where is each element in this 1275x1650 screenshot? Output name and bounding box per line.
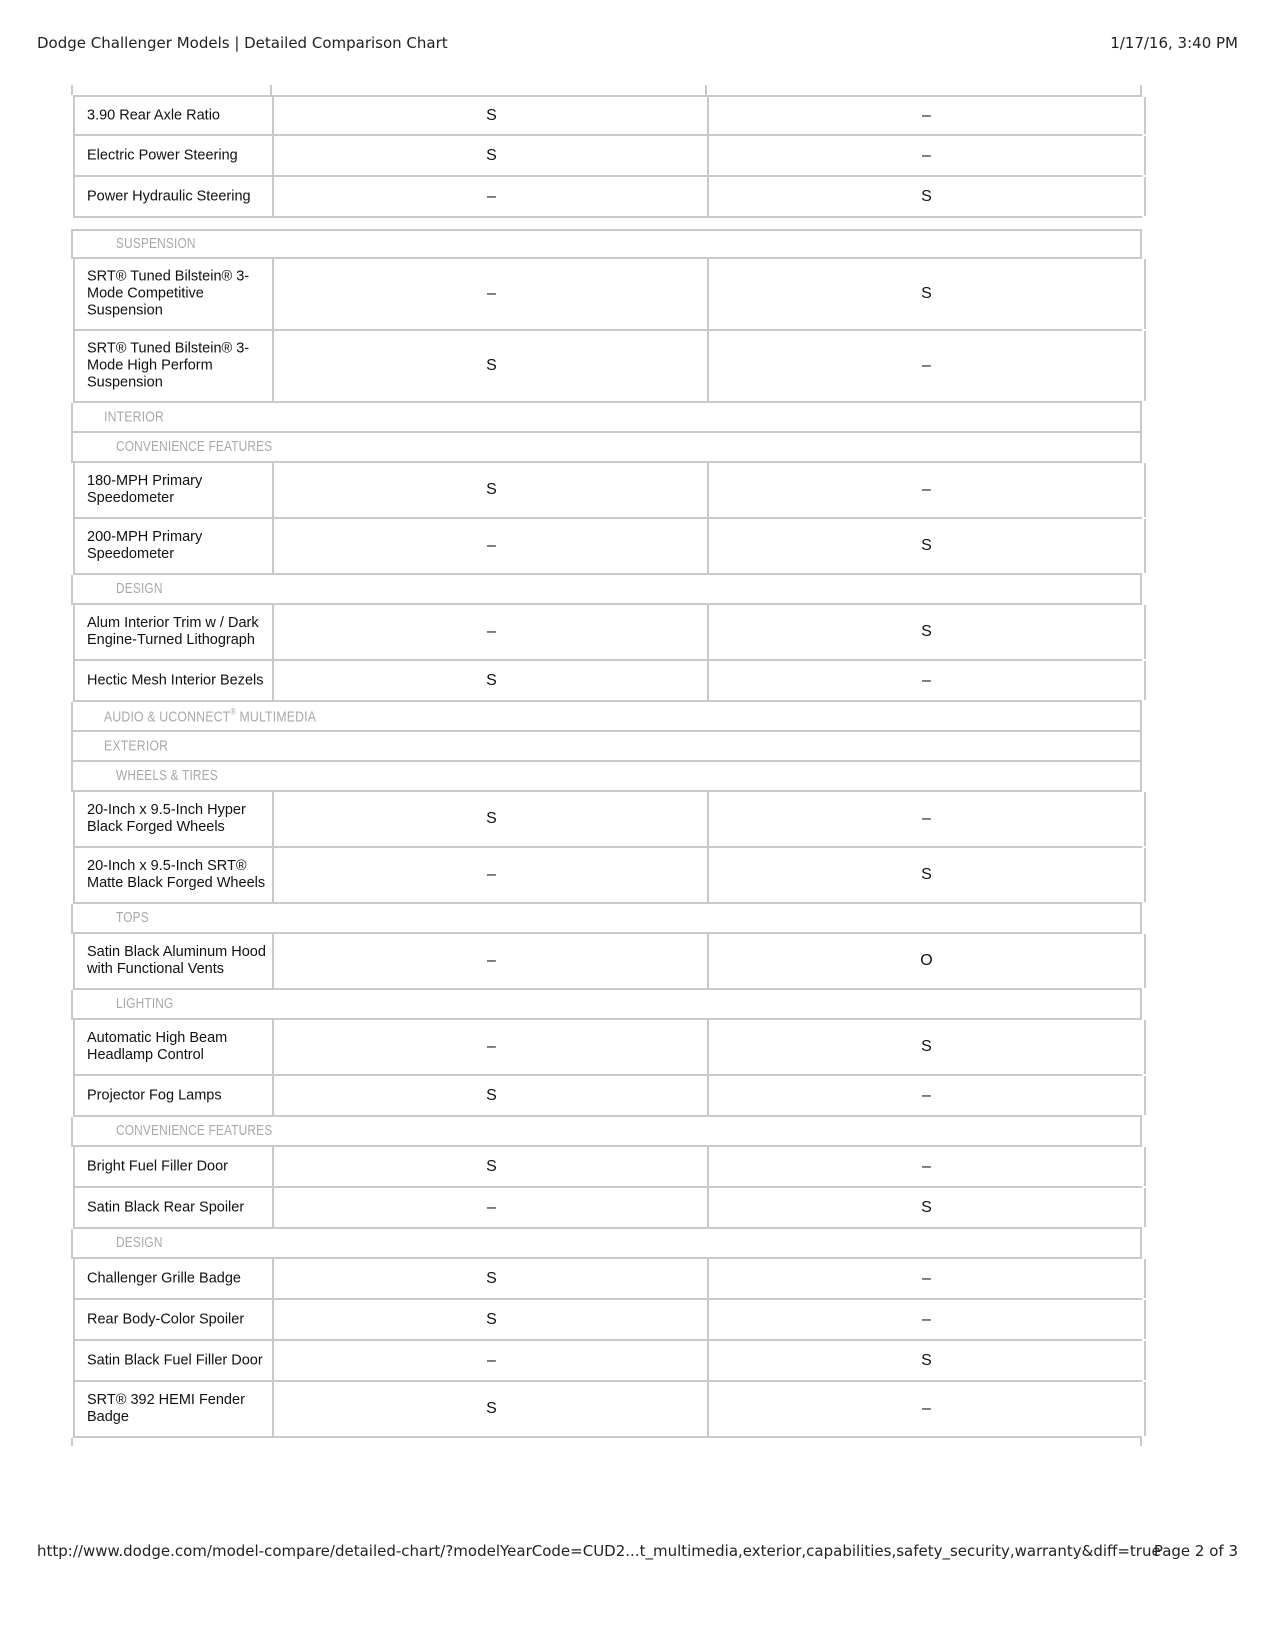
document-title: Dodge Challenger Models | Detailed Comparison Chart — [37, 34, 448, 52]
availability-value: S — [921, 1198, 932, 1216]
feature-name: Alum Interior Trim w / Dark Engine-Turned Lithograph — [87, 615, 259, 648]
availability-value: S — [486, 1310, 497, 1328]
model-2-cell — [707, 331, 1146, 401]
table-row — [73, 848, 1142, 904]
model-1-cell — [272, 1382, 709, 1436]
availability-value: – — [922, 1400, 931, 1417]
model-2-cell — [707, 1300, 1146, 1339]
section-title: AUDIO & UCONNECT® MULTIMEDIA — [104, 706, 317, 726]
availability-value: S — [486, 146, 497, 164]
model-1-cell — [272, 463, 709, 517]
table-row — [73, 136, 1142, 177]
feature-name: 180-MPH Primary Speedometer — [87, 473, 203, 506]
model-1-cell — [272, 661, 709, 700]
feature-name: Power Hydraulic Steering — [87, 188, 251, 204]
availability-value: – — [922, 146, 931, 164]
feature-name: Projector Fog Lamps — [87, 1087, 222, 1103]
model-2-cell — [707, 792, 1146, 846]
model-1-cell — [272, 792, 709, 846]
availability-value: – — [487, 1198, 496, 1216]
subsection-header — [71, 762, 1142, 792]
model-1-cell — [272, 177, 709, 216]
table-row — [73, 1147, 1142, 1188]
availability-value: – — [487, 952, 496, 969]
model-2-cell — [707, 177, 1146, 216]
subsection-title: WHEELS & TIRES — [116, 768, 218, 784]
subsection-title: CONVENIENCE FEATURES — [116, 439, 273, 455]
model-1-cell — [272, 1300, 709, 1339]
subsection-header — [71, 433, 1142, 463]
model-1-cell — [272, 1341, 709, 1380]
model-1-cell — [272, 1020, 709, 1074]
subsection-header — [71, 904, 1142, 934]
model-2-cell — [707, 463, 1146, 517]
model-1-cell — [272, 1259, 709, 1298]
availability-value: S — [486, 671, 497, 689]
subsection-title: LIGHTING — [116, 996, 174, 1012]
availability-value: – — [487, 285, 496, 302]
availability-value: – — [922, 1269, 931, 1287]
table-row — [73, 331, 1142, 403]
availability-value: S — [486, 357, 497, 374]
availability-value: – — [922, 671, 931, 689]
table-row — [73, 177, 1142, 218]
subsection-header — [71, 1117, 1142, 1147]
feature-name: Satin Black Fuel Filler Door — [87, 1352, 263, 1368]
availability-value: – — [922, 106, 931, 124]
section-title: EXTERIOR — [104, 737, 169, 755]
model-2-cell — [707, 1259, 1146, 1298]
feature-name: Hectic Mesh Interior Bezels — [87, 672, 264, 688]
availability-value: S — [486, 1269, 497, 1287]
table-row — [73, 1188, 1142, 1229]
availability-value: – — [922, 1086, 931, 1104]
availability-value: S — [486, 106, 497, 124]
feature-name: Electric Power Steering — [87, 147, 238, 163]
availability-value: S — [921, 537, 932, 554]
availability-value: S — [921, 1351, 932, 1369]
model-1-cell — [272, 1076, 709, 1115]
table-row — [73, 463, 1142, 519]
model-2-cell — [707, 605, 1146, 659]
model-1-cell — [272, 331, 709, 401]
subsection-header — [71, 575, 1142, 605]
model-1-cell — [272, 136, 709, 175]
table-border-continuation — [1140, 1438, 1142, 1446]
table-row — [73, 1076, 1142, 1117]
availability-value: S — [486, 810, 497, 827]
table-border-continuation — [705, 85, 707, 95]
table-row — [73, 95, 1142, 136]
table-row — [73, 1382, 1142, 1438]
availability-value: – — [487, 866, 496, 883]
model-2-cell — [707, 1341, 1146, 1380]
feature-name: Automatic High Beam Headlamp Control — [87, 1030, 228, 1063]
feature-name: Bright Fuel Filler Door — [87, 1158, 229, 1174]
model-2-cell — [707, 1020, 1146, 1074]
subsection-header — [71, 229, 1142, 259]
availability-value: S — [921, 866, 932, 883]
table-border-continuation — [1140, 85, 1142, 95]
availability-value: – — [487, 1351, 496, 1369]
availability-value: – — [487, 623, 496, 640]
availability-value: – — [487, 1038, 496, 1055]
table-row — [73, 1020, 1142, 1076]
model-1-cell — [272, 1188, 709, 1227]
model-2-cell — [707, 97, 1146, 134]
table-row — [73, 605, 1142, 661]
table-border-continuation — [71, 85, 73, 95]
model-1-cell — [272, 934, 709, 988]
table-row — [73, 792, 1142, 848]
feature-name: Challenger Grille Badge — [87, 1270, 241, 1286]
print-datetime: 1/17/16, 3:40 PM — [1110, 34, 1238, 52]
subsection-title: TOPS — [116, 910, 149, 926]
model-2-cell — [707, 519, 1146, 573]
availability-value: S — [921, 285, 932, 302]
model-2-cell — [707, 1188, 1146, 1227]
availability-value: S — [486, 1086, 497, 1104]
feature-name: 3.90 Rear Axle Ratio — [87, 107, 220, 123]
availability-value: S — [486, 1157, 497, 1175]
feature-name: SRT® Tuned Bilstein® 3-Mode High Perform Suspension — [87, 340, 250, 391]
feature-name: Satin Black Aluminum Hood with Functional Vents — [87, 944, 266, 977]
model-1-cell — [272, 97, 709, 134]
availability-value: – — [922, 1310, 931, 1328]
subsection-header — [71, 1229, 1142, 1259]
feature-name: Satin Black Rear Spoiler — [87, 1199, 245, 1215]
table-row — [73, 1341, 1142, 1382]
model-2-cell — [707, 1382, 1146, 1436]
availability-value: – — [487, 537, 496, 554]
model-1-cell — [272, 605, 709, 659]
section-header — [71, 732, 1142, 762]
table-row — [73, 1300, 1142, 1341]
subsection-title: SUSPENSION — [116, 236, 196, 252]
section-header — [71, 702, 1142, 732]
table-row — [73, 519, 1142, 575]
feature-name: SRT® Tuned Bilstein® 3-Mode Competitive Suspension — [87, 268, 250, 319]
availability-value: S — [921, 623, 932, 640]
subsection-header — [71, 990, 1142, 1020]
availability-value: O — [920, 952, 933, 969]
page-url[interactable]: http://www.dodge.com/model-compare/detailed-chart/?modelYearCode=CUD2...t_multimedia,exterior,capabilities,safety_security,warranty&diff=true — [37, 1542, 1161, 1560]
section-header — [71, 403, 1142, 433]
subsection-title: CONVENIENCE FEATURES — [116, 1123, 273, 1139]
model-2-cell — [707, 934, 1146, 988]
table-row — [73, 1259, 1142, 1300]
model-1-cell — [272, 259, 709, 329]
table-row — [73, 934, 1142, 990]
model-2-cell — [707, 1076, 1146, 1115]
availability-value: – — [922, 357, 931, 374]
feature-name: Rear Body-Color Spoiler — [87, 1311, 245, 1327]
availability-value: S — [486, 1400, 497, 1417]
table-border-continuation — [71, 1438, 73, 1446]
table-row — [73, 259, 1142, 331]
table-row — [73, 661, 1142, 702]
model-1-cell — [272, 1147, 709, 1186]
model-2-cell — [707, 848, 1146, 902]
availability-value: S — [486, 481, 497, 498]
section-title: INTERIOR — [104, 408, 165, 426]
model-2-cell — [707, 661, 1146, 700]
print-footer — [37, 1542, 1238, 1564]
page-number: Page 2 of 3 — [1153, 1542, 1238, 1560]
availability-value: – — [487, 187, 496, 205]
print-header — [37, 34, 1238, 56]
subsection-title: DESIGN — [116, 1235, 163, 1251]
subsection-title: DESIGN — [116, 581, 163, 597]
model-2-cell — [707, 136, 1146, 175]
availability-value: S — [921, 187, 932, 205]
availability-value: – — [922, 481, 931, 498]
model-2-cell — [707, 1147, 1146, 1186]
availability-value: – — [922, 810, 931, 827]
feature-name: 200-MPH Primary Speedometer — [87, 529, 203, 562]
availability-value: – — [922, 1157, 931, 1175]
feature-name: SRT® 392 HEMI Fender Badge — [87, 1392, 245, 1425]
model-1-cell — [272, 519, 709, 573]
model-1-cell — [272, 848, 709, 902]
feature-name: 20-Inch x 9.5-Inch SRT® Matte Black Forged Wheels — [87, 858, 266, 891]
feature-name: 20-Inch x 9.5-Inch Hyper Black Forged Wheels — [87, 802, 246, 835]
table-border-continuation — [270, 85, 272, 95]
availability-value: S — [921, 1038, 932, 1055]
model-2-cell — [707, 259, 1146, 329]
